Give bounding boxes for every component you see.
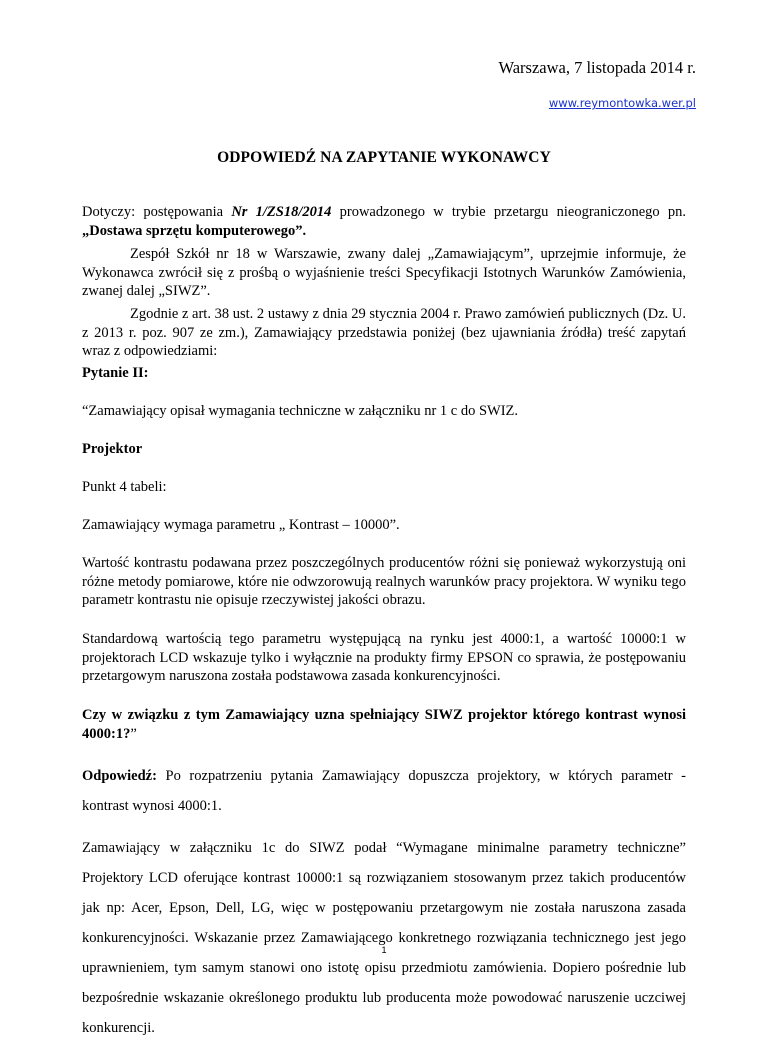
procedure-number: Nr 1/ZS18/2014 bbox=[231, 204, 332, 220]
subject-rest: prowadzonego w trybie przetargu nieograniczonego pn. bbox=[339, 204, 687, 220]
answer-paragraph-2: Zamawiający w załączniku 1c do SIWZ podał “Wymagane minimalne parametry techniczne” Projektory LCD oferujące kontrast 10000:1 są rozwiązaniem stosowanym przez takich producentów jak np: Acer, Epson, Dell, LG, więc w postępowaniu przetargowym nie została naruszona zasada konkurencyjności. Wskazanie przez Zamawiającego konkretnego rozwiązania technicznego jest jego uprawnieniem, tym samym stanowi ono istotę opisu przedmiotu zamówienia. Dopiero pośrednie lub bezpośrednie wskazanie określonego produktu lub producenta może powodować naruszenie uczciwej konkurencji. bbox=[82, 840, 686, 1036]
page-number: 1 bbox=[381, 945, 387, 955]
question-label: Pytanie II: bbox=[82, 365, 149, 381]
question-intro: “Zamawiający opisał wymagania techniczne w załączniku nr 1 c do SWIZ. bbox=[82, 403, 519, 419]
section-heading: Projektor bbox=[82, 441, 143, 457]
answer-text: Po rozpatrzeniu pytania Zamawiający dopuszcza projektory, w których parametr - kontrast wynosi 4000:1. bbox=[82, 768, 686, 814]
procurement-name: „Dostawa sprzętu komputerowego”. bbox=[82, 222, 307, 239]
website-link[interactable]: www.reymontowka.wer.pl bbox=[548, 96, 696, 110]
question-text: Czy w związku z tym Zamawiający uzna spełniający SIWZ projektor którego kontrast wynosi 4000:1? bbox=[82, 707, 686, 742]
document-date: Warszawa, 7 listopada 2014 r. bbox=[498, 58, 696, 77]
answer-label: Odpowiedź: bbox=[82, 768, 157, 784]
subject-paragraph bbox=[82, 203, 686, 240]
intro-paragraph-1: Zespół Szkół nr 18 w Warszawie, zwany dalej „Zamawiającym”, uprzejmie informuje, że Wykonawca zwrócił się z prośbą o wyjaśnienie treści Specyfikacji Istotnych Warunków Zamówienia, zwanej dalej „SIWZ”. bbox=[82, 246, 686, 299]
intro-paragraph-2: Zgodnie z art. 38 ust. 2 ustawy z dnia 29 stycznia 2004 r. Prawo zamówień publicznych (Dz. U. z 2013 r. poz. 907 ze zm.), Zamawiający przedstawia poniżej (bez ujawniania źródła) treść zapytań wraz z odpowiedziami: bbox=[82, 306, 686, 359]
answer-paragraph bbox=[82, 761, 686, 821]
standard-paragraph: Standardową wartością tego parametru występującą na rynku jest 4000:1, a wartość 10000:1 w projektorach LCD wskazuje tylko i wyłącznie na produkty firmy EPSON co sprawia, że postępowaniu przetargowym naruszona została podstawowa zasada konkurencyjności. bbox=[82, 631, 686, 684]
contrast-paragraph: Wartość kontrastu podawana przez poszczególnych producentów różni się ponieważ wykorzystują oni różne metody pomiarowe, które nie odwzorowują realnych warunków pracy projektora. W wyniku tego parametr kontrastu nie opisuje rzeczywistej jakości obrazu. bbox=[82, 555, 686, 608]
requirement-text: Zamawiający wymaga parametru „ Kontrast – 10000”. bbox=[82, 517, 400, 533]
subject-lead: Dotyczy: postępowania bbox=[82, 204, 224, 220]
question-closing-quote: ” bbox=[130, 725, 137, 742]
document-title: ODPOWIEDŹ NA ZAPYTANIE WYKONAWCY bbox=[217, 149, 551, 166]
table-point: Punkt 4 tabeli: bbox=[82, 479, 167, 495]
question-paragraph bbox=[82, 706, 686, 743]
